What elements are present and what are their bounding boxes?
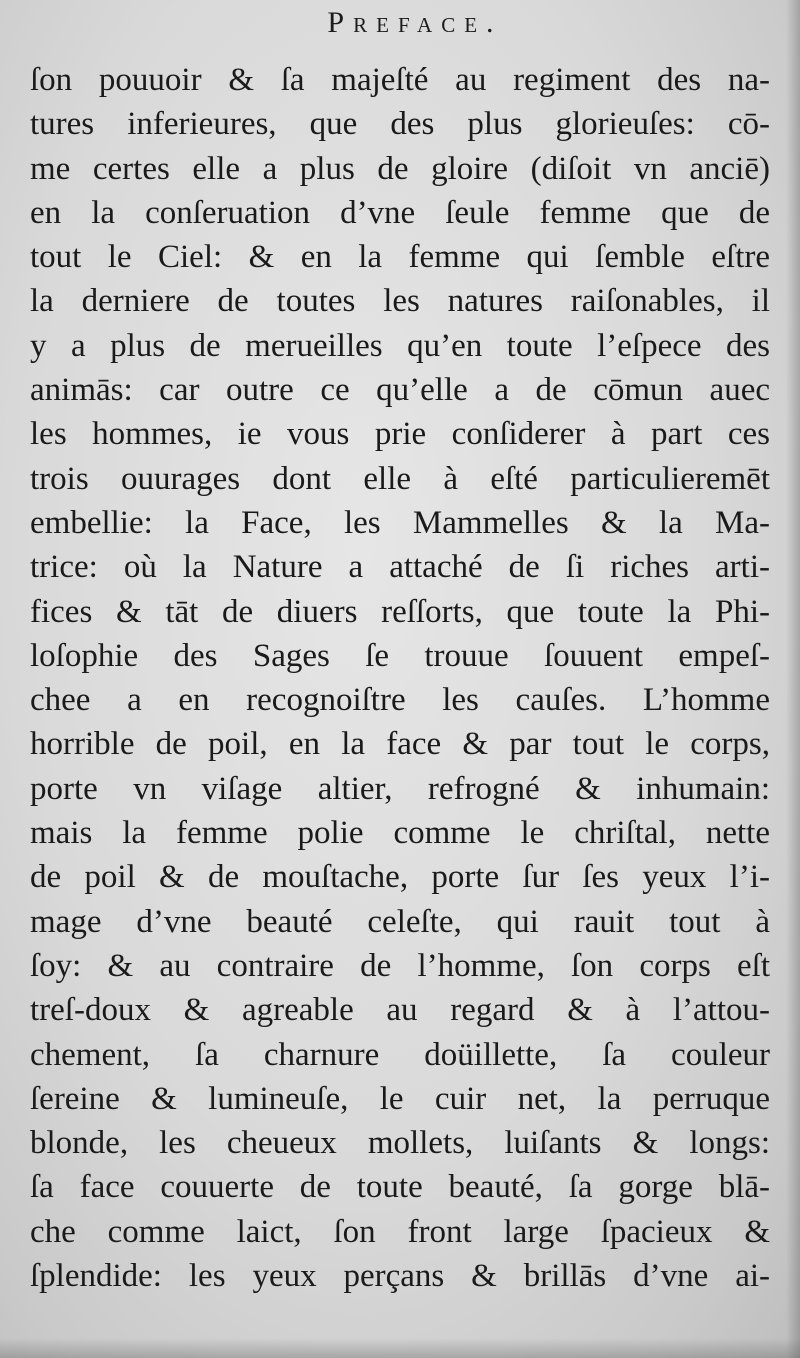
text-line: ſoy: & au contraire de l’homme, ſon corps eſt	[30, 947, 770, 984]
text-line: la derniere de toutes les natures raiſonables, il	[30, 283, 770, 320]
text-line: trois ouurages dont elle à eſté particulieremēt	[30, 460, 770, 497]
text-line: mais la femme polie comme le chriſtal, nette	[30, 815, 770, 852]
text-line: porte vn viſage altier, refrogné & inhumain:	[30, 770, 770, 807]
text-line: les hommes, ie vous prie conſiderer à part ces	[30, 416, 770, 453]
body-text	[30, 58, 770, 1298]
text-line: chement, ſa charnure doüillette, ſa couleur	[30, 1036, 770, 1073]
text-line: ſa face couuerte de toute beauté, ſa gorge blā-	[30, 1169, 770, 1206]
text-line: tures inferieures, que des plus glorieuſes: cō-	[30, 106, 770, 143]
text-line: che comme laict, ſon front large ſpacieux &	[30, 1213, 770, 1250]
text-line: y a plus de merueilles qu’en toute l’eſpece des	[30, 327, 770, 364]
text-line: fices & tāt de diuers reſſorts, que toute la Phi-	[30, 593, 770, 630]
page-edge-shadow	[786, 0, 800, 1358]
text-line: horrible de poil, en la face & par tout le corps,	[30, 726, 770, 763]
text-line: ſon pouuoir & ſa majeſté au regiment des na-	[30, 62, 770, 98]
text-line: en la conſeruation d’vne ſeule femme que de	[30, 194, 770, 231]
text-line: treſ-doux & agreable au regard & à l’attou-	[30, 992, 770, 1029]
text-line: animās: car outre ce qu’elle a de cōmun auec	[30, 372, 770, 409]
text-line: me certes elle a plus de gloire (diſoit vn anciē)	[30, 150, 770, 187]
text-line: ſereine & lumineuſe, le cuir net, la perruque	[30, 1080, 770, 1117]
text-line: embellie: la Face, les Mammelles & la Ma-	[30, 504, 770, 541]
text-line: chee a en recognoiſtre les cauſes. L’homme	[30, 682, 770, 719]
text-line: tout le Ciel: & en la femme qui ſemble eſtre	[30, 239, 770, 276]
text-line: ſplendide: les yeux perçans & brillās d’vne ai-	[30, 1258, 770, 1295]
text-line: blonde, les cheueux mollets, luiſants & longs:	[30, 1125, 770, 1162]
text-line: loſophie des Sages ſe trouue ſouuent empeſ-	[30, 637, 770, 674]
text-line: de poil & de mouſtache, porte ſur ſes yeux l’i-	[30, 859, 770, 896]
text-line: mage d’vne beauté celeſte, qui rauit tout à	[30, 903, 770, 940]
text-line: trice: où la Nature a attaché de ſi riches arti-	[30, 549, 770, 586]
page-bottom-shadow	[0, 1338, 800, 1358]
running-head: Preface.	[327, 6, 503, 39]
